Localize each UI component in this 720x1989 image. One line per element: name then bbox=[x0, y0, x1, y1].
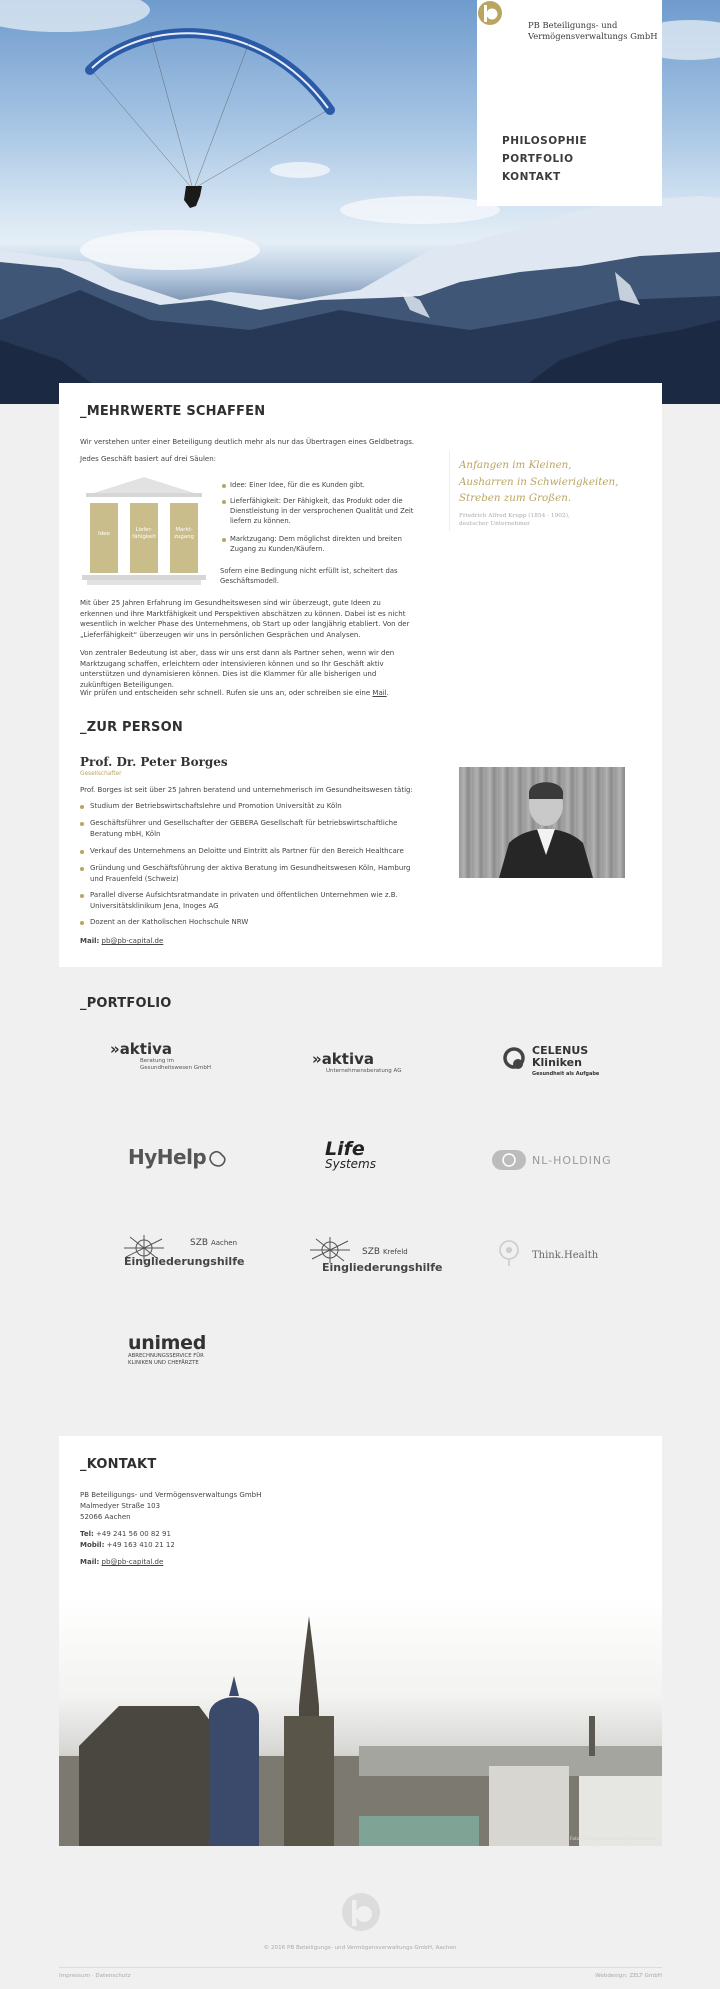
contact-mail: Mail: pb@pb-capital.de bbox=[80, 1558, 164, 1566]
bullet-dot bbox=[80, 894, 84, 898]
hero-image bbox=[0, 0, 720, 404]
intro-text-1: Wir verstehen unter einer Beteiligung deutlich mehr als nur das Übertragen eines Geldbetrags. bbox=[80, 438, 415, 446]
contact-tel: Tel: +49 241 56 00 82 91 bbox=[80, 1530, 171, 1538]
person-name: Prof. Dr. Peter Borges bbox=[80, 755, 228, 769]
section-title-mehrwerte: _MEHRWERTE SCHAFFEN bbox=[80, 404, 266, 419]
section-title-person: _ZUR PERSON bbox=[80, 720, 183, 735]
bullet-dot bbox=[80, 805, 84, 809]
contact-street: Malmedyer Straße 103 bbox=[80, 1502, 161, 1510]
celenus-icon bbox=[502, 1047, 528, 1073]
pillar-label-marktzugang: Markt- zugang bbox=[174, 527, 194, 540]
nav-kontakt[interactable]: KONTAKT bbox=[502, 171, 561, 183]
pillar-idee bbox=[90, 503, 118, 573]
portfolio-logo-unimed[interactable]: unimed ABRECHNUNGSSERVICE FÜR KLINIKEN UND CHEFÄRZTE bbox=[128, 1332, 207, 1366]
person-intro: Prof. Borges ist seit über 25 Jahren beratend und unternehmerisch im Gesundheitswesen tätig: bbox=[80, 786, 413, 794]
nav-philosophie[interactable]: PHILOSOPHIE bbox=[502, 135, 588, 147]
bullet-dot bbox=[222, 484, 226, 488]
bullet-dot bbox=[80, 867, 84, 871]
portfolio-logo-think-health[interactable]: Think.Health bbox=[498, 1240, 658, 1300]
nav-portfolio[interactable]: PORTFOLIO bbox=[502, 153, 574, 165]
footer-divider bbox=[59, 1967, 662, 1968]
copyright: © 2016 PB Beteiligungs- und Vermögensverwaltungs GmbH, Aachen bbox=[263, 1945, 457, 1951]
bullet-dot bbox=[80, 850, 84, 854]
paragraph-partner: Von zentraler Bedeutung ist aber, dass wir uns erst dann als Partner sehen, wenn wir den Marktzugang schaffen, erleichtern oder intensivieren können und so Ihr Geschäft aktiv unterstützen und dynamisieren können. Dies ist die Klammer für alle bisherigen und zukünftigen Beteiligungen. bbox=[80, 649, 395, 689]
person-item-4: Gründung und Geschäftsführung der aktiva Beratung im Gesundheitswesen Köln, Hamburg und Frauenfeld (Schweiz) bbox=[90, 864, 411, 883]
contact-card bbox=[59, 1436, 662, 1846]
mobil-number[interactable]: +49 163 410 21 12 bbox=[106, 1541, 175, 1549]
pillar-bullet-1: Idee: Einer Idee, für die es Kunden gibt. bbox=[230, 481, 365, 489]
szb-aachen-label: SZB Aachen bbox=[190, 1238, 238, 1248]
person-photo bbox=[459, 767, 625, 878]
person-item-2: Geschäftsführer und Gesellschafter der GEBERA Gesellschaft für betriebswirtschaftliche Beratung mbH, Köln bbox=[90, 819, 398, 838]
portfolio-logo-szb-aachen[interactable]: SZB Aachen Eingliederungshilfe bbox=[122, 1235, 282, 1295]
person-mail-link[interactable]: pb@pb-capital.de bbox=[101, 937, 164, 945]
quote-source: Friedrich Alfred Krupp (1854 - 1902), deutscher Unternehmer bbox=[459, 513, 570, 527]
person-item-5: Parallel diverse Aufsichtsratmandate in privaten und öffentlichen Unternehmen wie z.B. Universitätsklinikum Jena, Inoges AG bbox=[90, 891, 398, 910]
footer-logo-icon[interactable] bbox=[341, 1892, 381, 1932]
bullet-dot bbox=[80, 822, 84, 826]
portfolio-logo-nl-holding[interactable]: NL-HOLDING bbox=[492, 1150, 652, 1210]
aachen-city-image bbox=[59, 1596, 662, 1846]
content-card bbox=[59, 383, 662, 967]
header-logo-box bbox=[477, 0, 662, 206]
pillar-bullet-2: Lieferfähigkeit: Der Fähigkeit, das Produkt oder die Dienstleistung in der versprochenen Qualität und Zeit liefern zu können. bbox=[230, 497, 414, 526]
main-nav bbox=[502, 132, 587, 186]
person-item-3: Verkauf des Unternehmens an Deloitte und Eintritt als Partner für den Bereich Healthcare bbox=[90, 847, 404, 855]
quote-text: Anfangen im Kleinen, Ausharren in Schwierigkeiten, Streben zum Großen. bbox=[459, 459, 619, 504]
portfolio-logo-aktiva-gmbh[interactable]: »aktiva Beratung im Gesundheitswesen GmbH bbox=[110, 1040, 212, 1071]
person-mail: Mail: pb@pb-capital.de bbox=[80, 937, 164, 945]
portfolio-logo-life-systems[interactable]: Life Systems bbox=[325, 1138, 376, 1171]
nl-holding-icon bbox=[492, 1150, 526, 1170]
quote-divider bbox=[449, 451, 450, 531]
pb-logo-icon[interactable] bbox=[477, 0, 503, 26]
section-title-kontakt: _KONTAKT bbox=[80, 1457, 157, 1472]
contact-mobil: Mobil: +49 163 410 21 12 bbox=[80, 1541, 175, 1549]
pillars-diagram bbox=[82, 475, 206, 591]
footer-credit[interactable]: Webdesign: ZELT GmbH bbox=[595, 1973, 662, 1979]
person-item-6: Dozent an der Katholischen Hochschule NRW bbox=[90, 918, 249, 926]
portfolio-logo-aktiva-ag[interactable]: »aktiva Unternehmensberatung AG bbox=[312, 1050, 402, 1074]
photo-credit: Foto: ©Originalfotokunst/Shutterstock bbox=[569, 1837, 656, 1842]
contact-city: 52066 Aachen bbox=[80, 1513, 131, 1521]
brand-name: PB Beteiligungs- und Vermögensverwaltungs GmbH bbox=[528, 20, 658, 41]
paragraph-experience: Mit über 25 Jahren Erfahrung im Gesundheitswesen sind wir überzeugt, gute Ideen zu erkennen und ihre Marktfähigkeit und Perspektiven abschätzen zu können. Dabei ist es nicht wesentlich in welcher Phase des Unternehmens, ob Start up oder langjährig etabliert. Von der „Lieferfähigkeit“ überzeugen wir uns in persönlichen Gesprächen und Analysen. bbox=[80, 599, 410, 639]
paragraph-contact: Wir prüfen und entscheiden sehr schnell. Rufen sie uns an, oder schreiben sie eine Mail. bbox=[80, 689, 389, 697]
portfolio-logo-celenus[interactable]: CELENUS Kliniken Gesundheit als Aufgabe bbox=[502, 1045, 662, 1105]
pillar-bullet-3: Marktzugang: Dem möglichst direkten und breiten Zugang zu Kunden/Käufern. bbox=[230, 535, 402, 554]
section-title-portfolio: _PORTFOLIO bbox=[80, 996, 172, 1011]
szb-krefeld-label: SZB Krefeld bbox=[362, 1247, 408, 1257]
bullet-dot bbox=[80, 921, 84, 925]
portfolio-logo-szb-krefeld[interactable]: SZB Krefeld Eingliederungshilfe bbox=[308, 1237, 468, 1297]
contact-company: PB Beteiligungs- und Vermögensverwaltungs GmbH bbox=[80, 1491, 262, 1499]
bullet-dot bbox=[222, 500, 226, 504]
intro-text-2: Jedes Geschäft basiert auf drei Säulen: bbox=[80, 455, 217, 463]
szb-star-icon bbox=[310, 1237, 350, 1263]
mail-link[interactable]: Mail bbox=[372, 689, 387, 697]
portfolio-logo-hyhelp[interactable]: HyHelp bbox=[128, 1145, 288, 1205]
contact-mail-link[interactable]: pb@pb-capital.de bbox=[101, 1558, 164, 1566]
bullet-dot bbox=[222, 538, 226, 542]
pillar-label-lieferfaehigkeit: Liefer- fähigkeit bbox=[132, 527, 156, 540]
hand-icon bbox=[206, 1147, 228, 1169]
tel-number[interactable]: +49 241 56 00 82 91 bbox=[96, 1530, 171, 1538]
person-role: Gesellschafter bbox=[80, 771, 122, 777]
think-health-icon bbox=[498, 1240, 520, 1266]
person-item-1: Studium der Betriebswirtschaftslehre und Promotion Universität zu Köln bbox=[90, 802, 342, 810]
pillar-label-idee: Idee bbox=[98, 531, 110, 537]
pillars-note: Sofern eine Bedingung nicht erfüllt ist, scheitert das Geschäftsmodell. bbox=[220, 567, 398, 586]
footer-links[interactable]: Impressum · Datenschutz bbox=[59, 1973, 131, 1979]
